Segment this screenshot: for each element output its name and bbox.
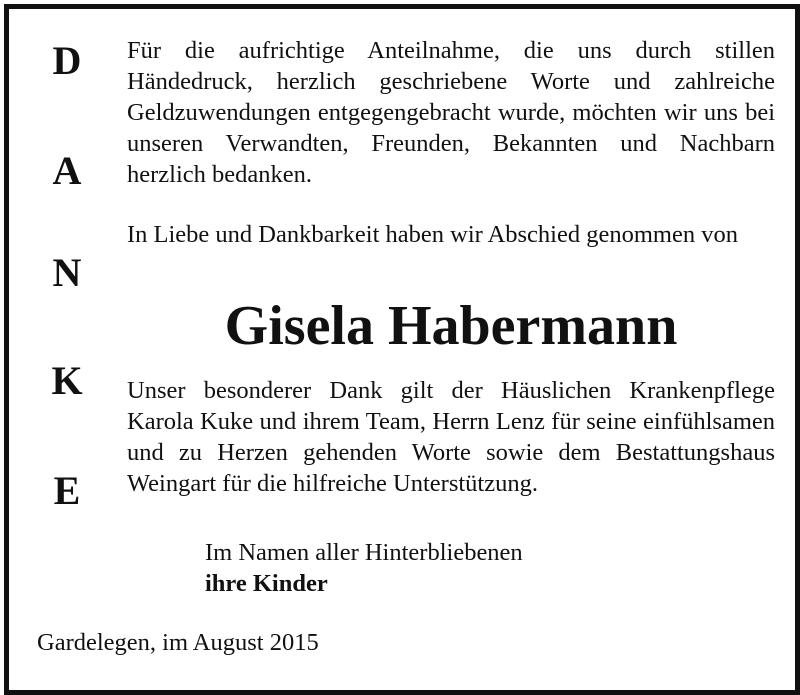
signature-signers: ihre Kinder <box>205 570 328 597</box>
signature-line: Im Namen aller Hinterbliebenen <box>205 539 523 566</box>
danke-letter: A <box>52 148 82 193</box>
notice-frame <box>4 4 800 695</box>
farewell-paragraph: In Liebe und Dankbarkeit haben wir Abschied genommen von <box>127 221 738 248</box>
danke-letter: D <box>52 38 82 83</box>
special-thanks-paragraph: Unser besonderer Dank gilt der Häuslichen Krankenpflege Karola Kuke und ihrem Team, Herrn Lenz für seine einfühlsamen und zu Herzen gehenden Worte sowie dem Bestattungshaus Weingart für die hilfreiche Unterstützung. <box>127 377 775 497</box>
danke-letter: K <box>51 358 83 403</box>
danke-letter: N <box>52 250 82 295</box>
signature-block <box>205 537 523 599</box>
thanks-paragraph: Für die aufrichtige Anteilnahme, die uns durch stillen Händedruck, herzlich geschriebene Worte und zahlreiche Geldzuwendungen entgegengebracht wurde, möchten wir uns bei unseren Verwandten, Freunden, Bekannten und Nachbarn herzlich bedanken. <box>127 37 775 188</box>
deceased-name: Gisela Habermann <box>224 295 678 357</box>
danke-letter: E <box>53 468 81 513</box>
place-and-date: Gardelegen, im August 2015 <box>37 629 319 656</box>
